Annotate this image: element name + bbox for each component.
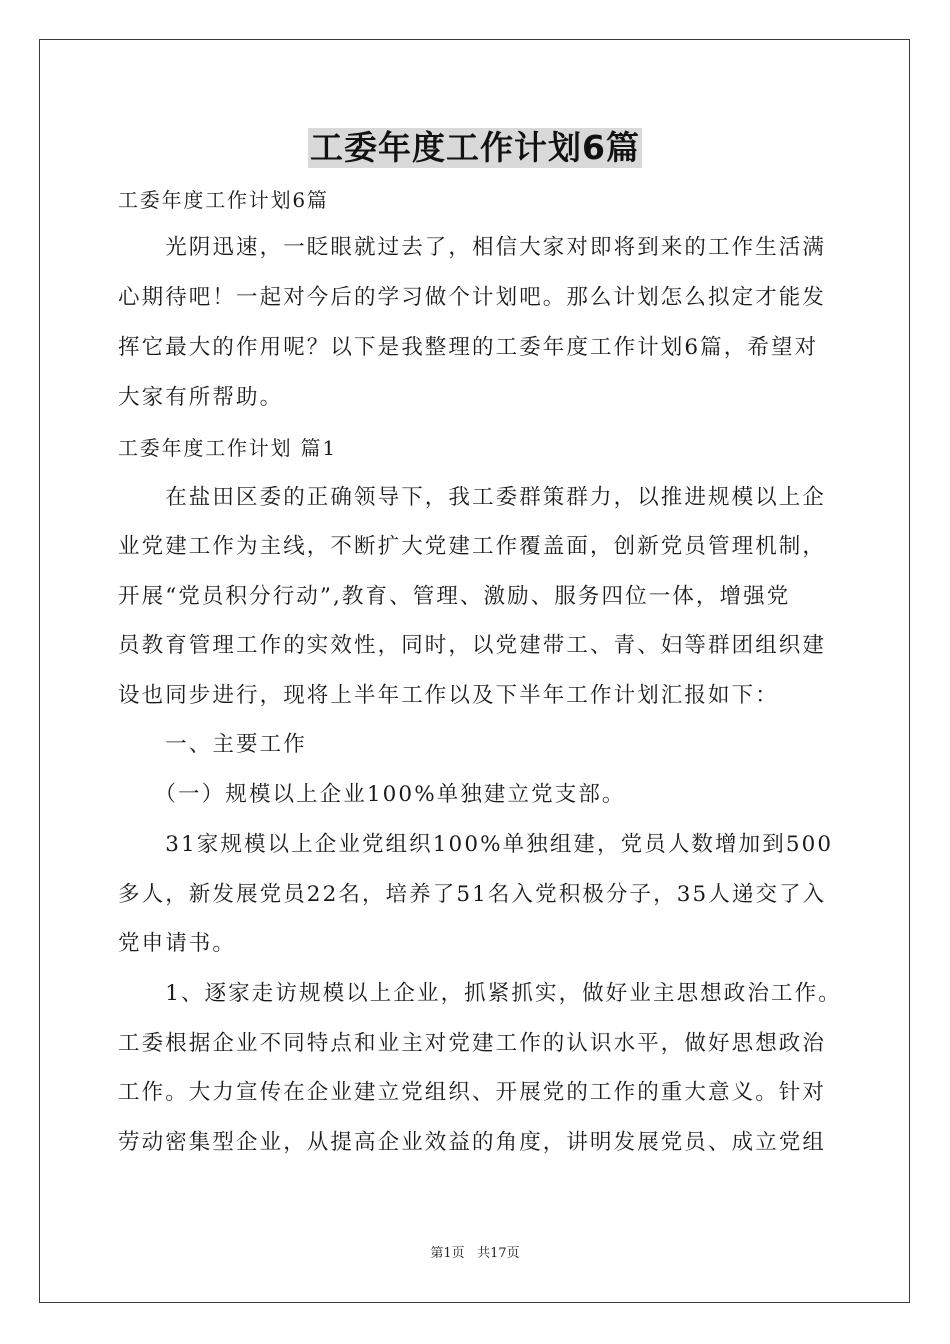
body-line: 工作。大力宣传在企业建立党组织、开展党的工作的重大意义。针对 <box>118 1080 827 1105</box>
page-number: 第1页 <box>430 1246 465 1261</box>
body-line: 一、主要工作 <box>118 732 307 757</box>
body-line: 在盐田区委的正确领导下，我工委群策群力，以推进规模以上企 <box>118 485 827 510</box>
body-line: 1、逐家走访规模以上企业，抓紧抓实，做好业主思想政治工作。 <box>118 981 842 1006</box>
page-border <box>39 39 910 1303</box>
body-line: 多人，新发展党员22名，培养了51名入党积极分子，35人递交了入 <box>118 882 827 907</box>
body-line: 大家有所帮助。 <box>118 385 284 410</box>
body-line: 挥它最大的作用呢？以下是我整理的工委年度工作计划6篇，希望对 <box>118 335 819 360</box>
subtitle-line: 工委年度工作计划6篇 <box>118 188 329 212</box>
body-line: 党申请书。 <box>118 931 237 956</box>
body-line: 开展“党员积分行动”,教育、管理、激励、服务四位一体，增强党 <box>118 584 791 609</box>
section-heading: 工委年度工作计划 篇1 <box>118 436 337 460</box>
body-line: 业党建工作为主线，不断扩大党建工作覆盖面，创新党员管理机制， <box>118 534 827 559</box>
page-total: 共17页 <box>477 1246 520 1261</box>
page-footer <box>0 1245 950 1263</box>
body-line: 光阴迅速，一眨眼就过去了，相信大家对即将到来的工作生活满 <box>118 235 827 260</box>
body-line: 工委根据企业不同特点和业主对党建工作的认识水平，做好思想政治 <box>118 1031 827 1056</box>
body-line: 心期待吧！一起对今后的学习做个计划吧。那么计划怎么拟定才能发 <box>118 285 827 310</box>
document-title: 工委年度工作计划6篇 <box>310 128 640 167</box>
body-line: 31家规模以上企业党组织100%单独组建，党员人数增加到500 <box>118 832 834 857</box>
body-line: 员教育管理工作的实效性，同时，以党建带工、青、妇等群团组织建 <box>118 633 827 658</box>
title-container <box>0 128 950 168</box>
body-line: 劳动密集型企业，从提高企业效益的角度，讲明发展党员、成立党组 <box>118 1130 827 1155</box>
body-line: 设也同步进行，现将上半年工作以及下半年工作计划汇报如下： <box>118 683 779 708</box>
body-line: （一）规模以上企业100%单独建立党支部。 <box>118 782 626 807</box>
